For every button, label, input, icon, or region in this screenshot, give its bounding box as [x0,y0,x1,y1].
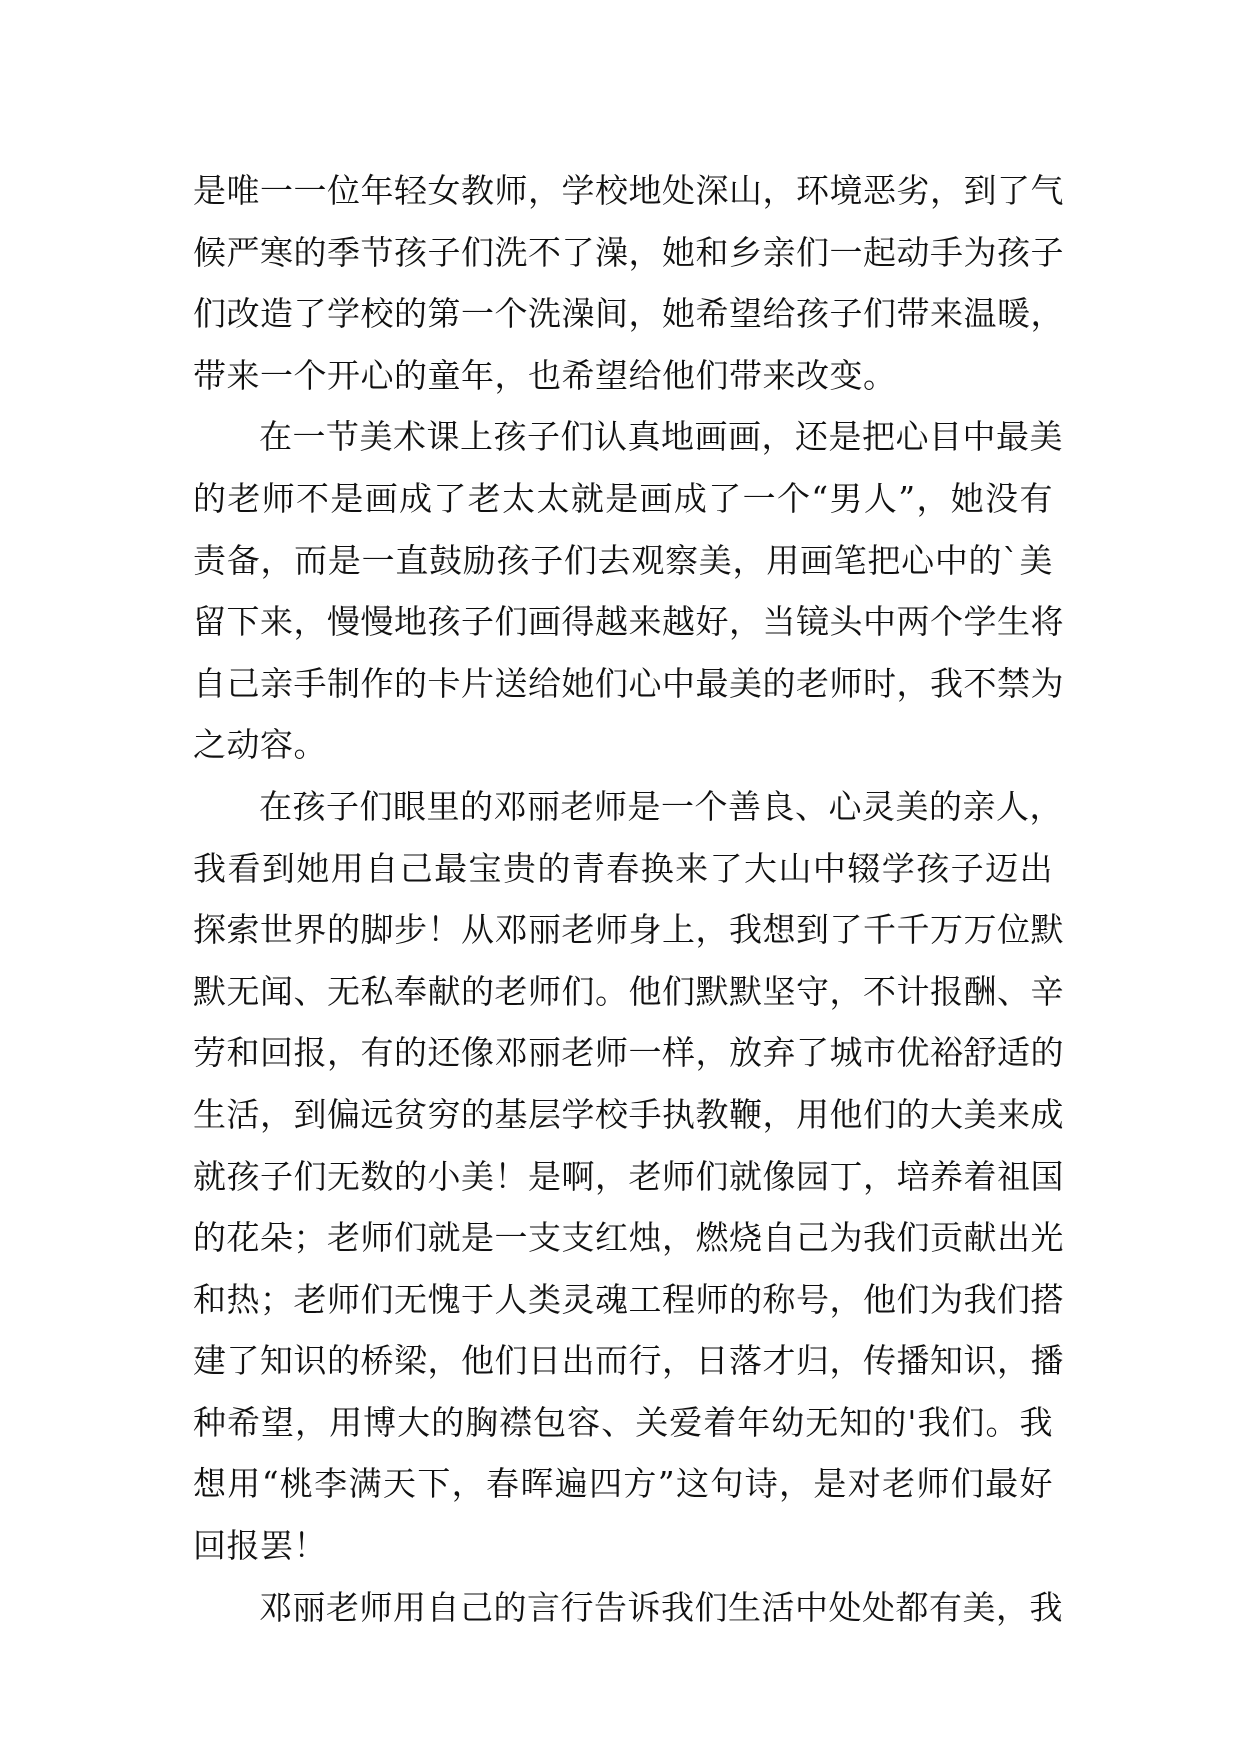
text-line: 和热；老师们无愧于人类灵魂工程师的称号，他们为我们搭 [193,1279,1064,1319]
paragraph-first-line: 在一节美术课上孩子们认真地画画，还是把心目中最美 [259,417,1063,457]
text-line: 的老师不是画成了老太太就是画成了一个“男人”，她没有 [193,478,1053,518]
text-line: 种希望，用博大的胸襟包容、关爱着年幼无知的'我们。我 [193,1402,1053,1442]
text-line: 生活，到偏远贫穷的基层学校手执教鞭，用他们的大美来成 [193,1094,1064,1134]
text-line: 的花朵；老师们就是一支支红烛，燃烧自己为我们贡献出光 [193,1218,1064,1258]
text-line: 们改造了学校的第一个洗澡间，她希望给孩子们带来温暖， [193,294,1064,334]
paragraph-first-line: 邓丽老师用自己的言行告诉我们生活中处处都有美，我 [259,1587,1063,1627]
text-line: 自己亲手制作的卡片送给她们心中最美的老师时，我不禁为 [193,663,1064,703]
text-line: 探索世界的脚步！从邓丽老师身上，我想到了千千万万位默 [193,910,1064,950]
text-line: 责备，而是一直鼓励孩子们去观察美，用画笔把心中的`美 [193,540,1053,580]
paragraph-first-line: 在孩子们眼里的邓丽老师是一个善良、心灵美的亲人， [259,786,1063,826]
text-line: 就孩子们无数的小美！是啊，老师们就像园丁，培养着祖国 [193,1156,1064,1196]
text-line: 想用“桃李满天下，春晖遍四方”这句诗，是对老师们最好 [193,1464,1053,1504]
text-line: 候严寒的季节孩子们洗不了澡，她和乡亲们一起动手为孩子 [193,232,1064,272]
text-line: 留下来，慢慢地孩子们画得越来越好，当镜头中两个学生将 [193,602,1064,642]
text-line: 是唯一一位年轻女教师，学校地处深山，环境恶劣，到了气 [193,171,1064,210]
text-line: 默无闻、无私奉献的老师们。他们默默坚守，不计报酬、辛 [193,971,1064,1011]
body-text [193,160,1064,1638]
text-line: 建了知识的桥梁，他们日出而行，日落才归，传播知识，播 [193,1341,1064,1381]
text-line: 之动容。 [193,725,327,765]
text-line: 劳和回报，有的还像邓丽老师一样，放弃了城市优裕舒适的 [193,1033,1064,1073]
text-line: 回报罢！ [193,1526,327,1566]
text-line: 带来一个开心的童年，也希望给他们带来改变。 [193,355,897,395]
text-line: 我看到她用自己最宝贵的青春换来了大山中辍学孩子迈出 [193,848,1053,888]
